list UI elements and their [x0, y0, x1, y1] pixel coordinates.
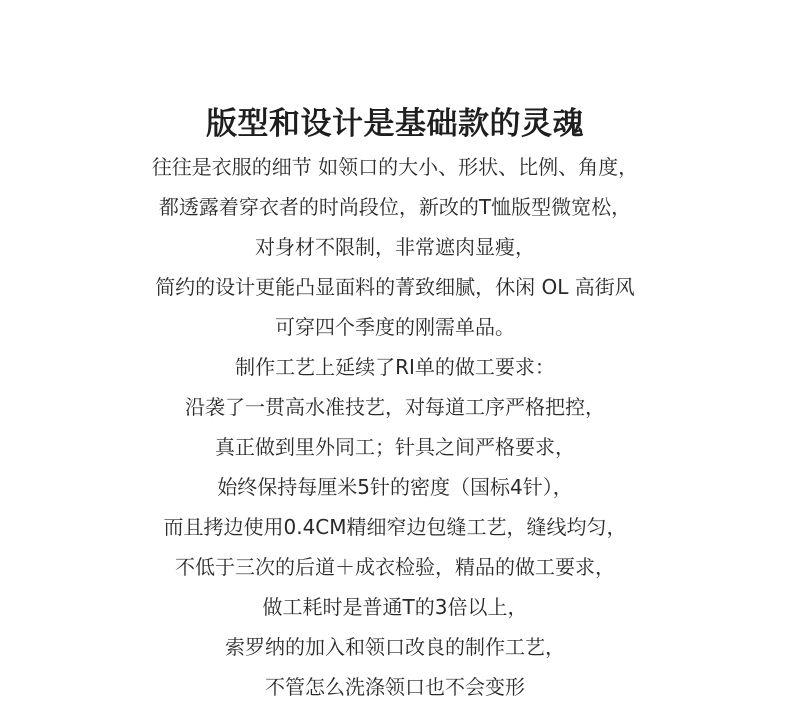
section-heading: 版型和设计是基础款的灵魂	[206, 105, 584, 142]
description-line: 索罗纳的加入和领口改良的制作工艺，	[225, 635, 565, 659]
description-line: 不管怎么洗涤领口也不会变形	[265, 675, 525, 699]
description-line: 沿袭了一贯高水准技艺，对每道工序严格把控，	[185, 395, 605, 419]
description-line: 都透露着穿衣者的时尚段位，新改的T恤版型微宽松，	[158, 195, 632, 219]
description-line: 简约的设计更能凸显面料的菁致细腻，休闲 OL 高街风	[155, 275, 635, 299]
description-line: 往往是衣服的细节 如领口的大小、形状、比例、角度，	[151, 155, 639, 179]
description-line: 制作工艺上延续了RI单的做工要求：	[235, 355, 555, 379]
description-line: 可穿四个季度的刚需单品。	[275, 315, 515, 339]
description-line: 不低于三次的后道＋成衣检验，精品的做工要求，	[175, 555, 615, 579]
description-line: 对身材不限制，非常遮肉显瘦，	[255, 235, 535, 259]
description-line: 始终保持每厘米5针的密度（国标4针），	[217, 475, 573, 499]
description-line: 做工耗时是普通T的3倍以上，	[262, 595, 528, 619]
description-lines	[0, 147, 790, 707]
description-line: 而且拷边使用0.4CM精细窄边包缝工艺，缝线均匀，	[163, 515, 627, 539]
description-line: 真正做到里外同工；针具之间严格要求，	[215, 435, 575, 459]
